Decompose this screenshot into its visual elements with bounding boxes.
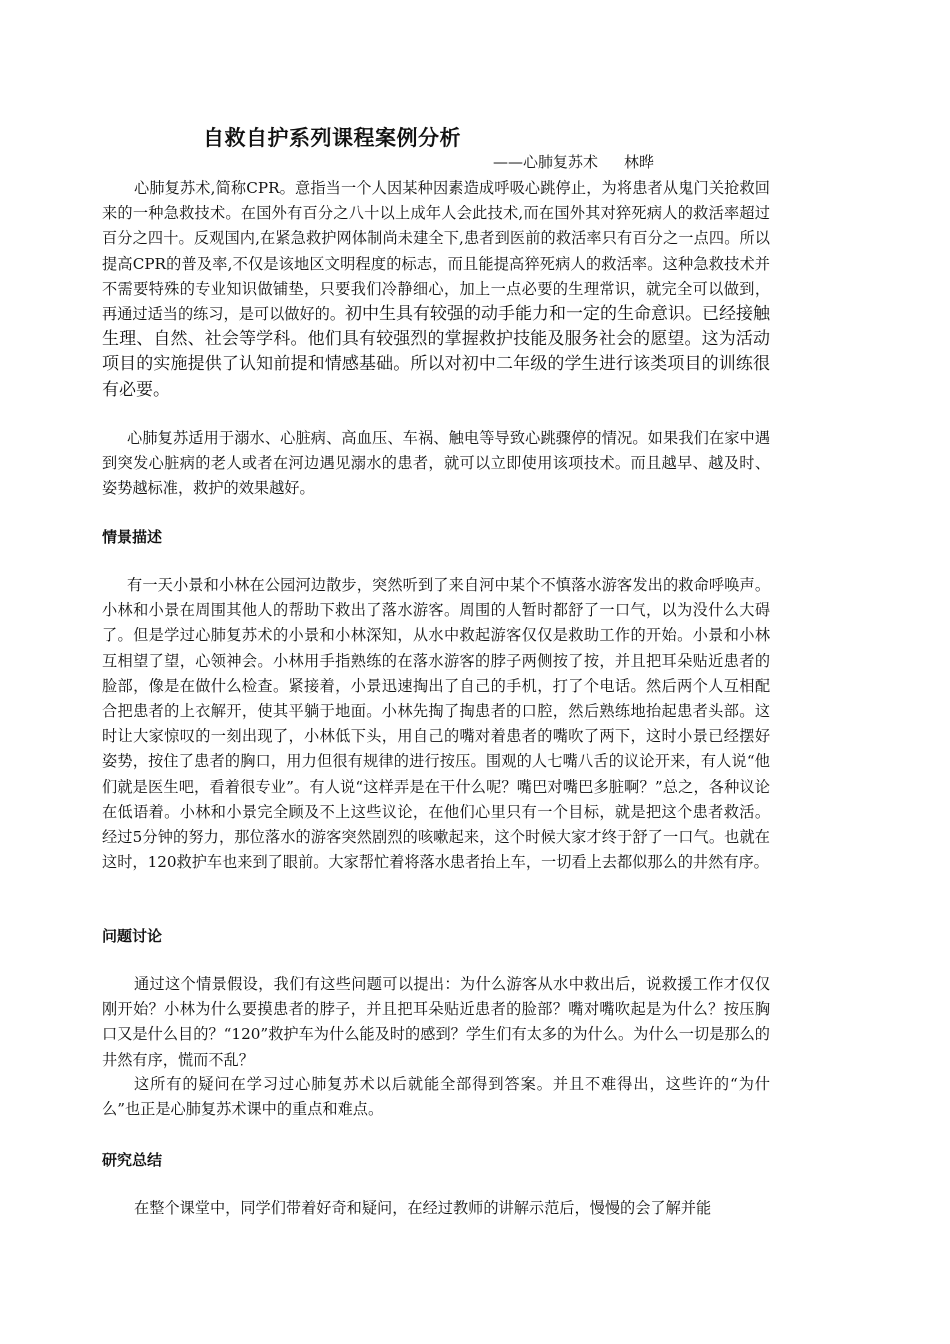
section-heading-summary: 研究总结	[102, 1151, 163, 1169]
summary-paragraph: 在整个课堂中，同学们带着好奇和疑问，在经过教师的讲解示范后，慢慢的会了解并能	[134, 1199, 712, 1217]
intro-paragraph-2: 心肺复苏适用于溺水、心脏病、高血压、车祸、触电等导致心跳骤停的情况。如果我们在家中遇到突发心脏病的老人或者在河边遇见溺水的患者，就可以立即使用该项技术。而且越早、越及时、姿势越标准，救护的效果越好。	[102, 429, 770, 498]
discussion-paragraph-2: 这所有的疑问在学习过心肺复苏术以后就能全部得到答案。并且不难得出，这些许的“为什么”也正是心肺复苏术课中的重点和难点。	[102, 1075, 770, 1119]
intro-paragraph-1-text: 心肺复苏术,简称CPR。意指当一个人因某种因素造成呼吸心跳停止，为将患者从鬼门关抢救回来的一种急救技术。在国外有百分之八十以上成年人会此技术,而在国外其对猝死病人的救活率超过百分之四十。反观国内,在紧急救护网体制尚未建全下,患者到医前的救活率只有百分之一点四。所以提高CPR的普及率,不仅是该地区文明程度的标志，而且能提高猝死病人的救活率。这种急救技术并不需要特殊的专业知识做铺垫，只要我们冷静细心，加上一点必要的生理常识，就完全可以做到，再通过适当的练习，是可以做好的。	[102, 179, 770, 324]
document-subtitle	[493, 151, 654, 172]
discussion-paragraph-1: 通过这个情景假设，我们有这些问题可以提出：为什么游客从水中救出后，说救援工作才仅仅刚开始？小林为什么要摸患者的脖子，并且把耳朵贴近患者的脸部？嘴对嘴吹起是为什么？按压胸口又是什么目的？“120”救护车为什么能及时的感到？学生们有太多的为什么。为什么一切是那么的井然有序，慌而不乱？	[102, 975, 770, 1069]
document-title: 自救自护系列课程案例分析	[203, 126, 461, 150]
subtitle-text: ——心肺复苏术	[493, 153, 599, 171]
author-name: 林晔	[624, 153, 655, 171]
section-heading-scenario: 情景描述	[102, 528, 163, 546]
intro-paragraph-1	[102, 176, 770, 403]
section-heading-discussion: 问题讨论	[102, 927, 163, 945]
intro-paragraph-1-tail: 初中生具有较强的动手能力和一定的生命意识。已经接触生理、自然、社会等学科。他们具有较强烈的掌握救护技能及服务社会的愿望。这为活动项目的实施提供了认知前提和情感基础。所以对初中二年级的学生进行该类项目的训练很有必要。	[102, 304, 770, 400]
scenario-paragraph: 有一天小景和小林在公园河边散步，突然听到了来自河中某个不慎落水游客发出的救命呼唤声。小林和小景在周围其他人的帮助下救出了落水游客。周围的人暂时都舒了一口气，以为没什么大碍了。但是学过心肺复苏术的小景和小林深知，从水中救起游客仅仅是救助工作的开始。小景和小林互相望了望，心领神会。小林用手指熟练的在落水游客的脖子两侧按了按，并且把耳朵贴近患者的脸部，像是在做什么检查。紧接着，小景迅速掏出了自己的手机，打了个电话。然后两个人互相配合把患者的上衣解开，使其平躺于地面。小林先掏了掏患者的口腔，然后熟练地抬起患者头部。这时让大家惊叹的一刻出现了，小林低下头，用自己的嘴对着患者的嘴吹了两下，这时小景已经摆好姿势，按住了患者的胸口，用力但很有规律的进行按压。围观的人七嘴八舌的议论开来，有人说“他们就是医生吧，看着很专业”。有人说“这样弄是在干什么呢？嘴巴对嘴巴多脏啊？”总之，各种议论在低语着。小林和小景完全顾及不上这些议论，在他们心里只有一个目标，就是把这个患者救活。经过5分钟的努力，那位落水的游客突然剧烈的咳嗽起来，这个时候大家才终于舒了一口气。也就在这时，120救护车也来到了眼前。大家帮忙着将落水患者抬上车，一切看上去都似那么的井然有序。	[102, 576, 770, 872]
